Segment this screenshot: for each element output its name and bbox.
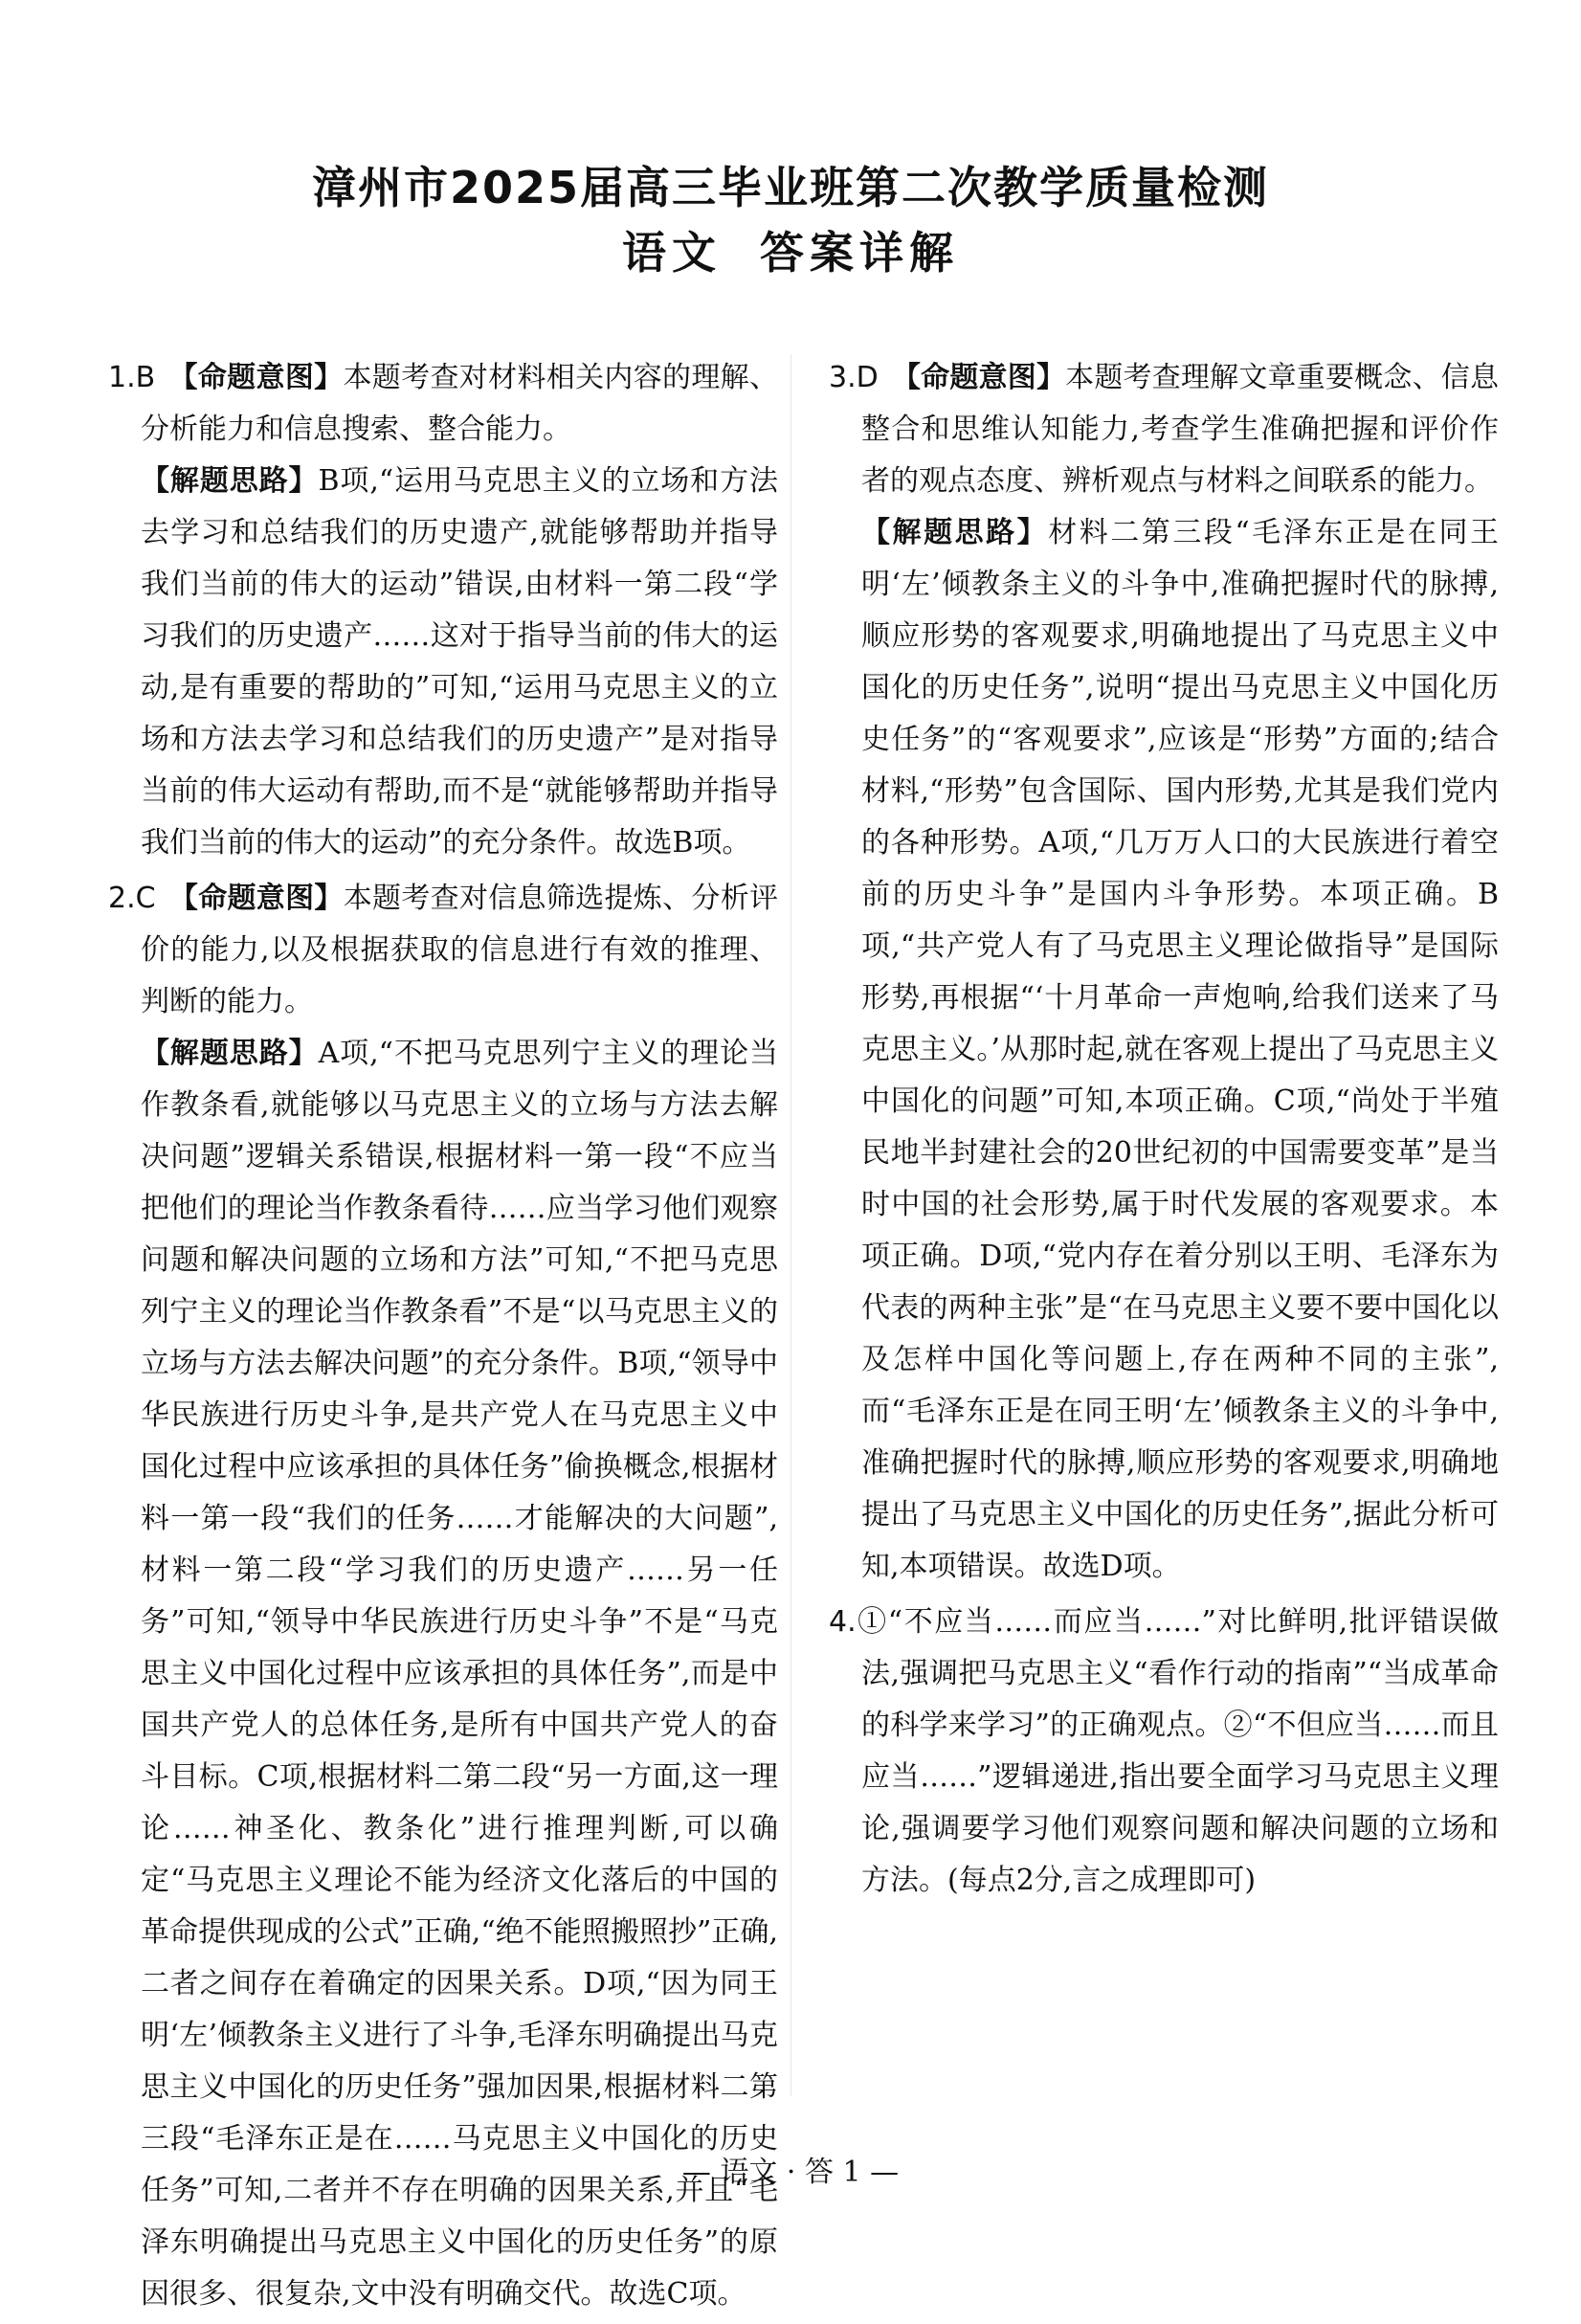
analysis-tag: 【解题思路】 [861, 516, 1049, 549]
question-number: 1. [108, 361, 136, 394]
question-4-head [829, 1605, 857, 1639]
question-2 [108, 873, 778, 2320]
analysis-tag: 【解题思路】 [141, 464, 319, 498]
intent-tag: 【命题意图】 [891, 361, 1066, 394]
right-column [829, 352, 1499, 1911]
analysis-text: A项,“不把马克思列宁主义的理论当作教条看,就能够以马克思主义的立场与方法去解决问题”逻辑关系错误,根据材料一第一段“不应当把他们的理论当作教条看待……应当学习他们观察问题和解决问题的立场和方法”可知,“不把马克思列宁主义的理论当作教条看”不是“以马克思主义的立场与方法去解决问题”的充分条件。B项,“领导中华民族进行历史斗争,是共产党人在马克思主义中国化过程中应该承担的具体任务”偷换概念,根据材料一第一段“我们的任务……才能解决的大问题”,材料一第二段“学习我们的历史遗产……另一任务”可知,“领导中华民族进行历史斗争”不是“马克思主义中国化过程中应该承担的具体任务”,而是中国共产党人的总体任务,是所有中国共产党人的奋斗目标。C项,根据材料二第二段“另一方面,这一理论……神圣化、教条化”进行推理判断,可以确定“马克思主义理论不能为经济文化落后的中国的革命提供现成的公式”正确,“绝不能照搬照抄”正确,二者之间存在着确定的因果关系。D项,“因为同王明‘左’倾教条主义进行了斗争,毛泽东明确提出马克思主义中国化的历史任务”强加因果,根据材料二第三段“毛泽东正是在……马克思主义中国化的历史任务”可知,二者并不存在明确的因果关系,并且“毛泽东明确提出马克思主义中国化的历史任务”的原因很多、很复杂,文中没有明确交代。故选C项。 [141, 1037, 778, 2311]
answer-letter: B [135, 361, 156, 394]
answer-letter: C [135, 882, 156, 915]
intent-tag: 【命题意图】 [168, 361, 344, 394]
intent-text: 本题考查对材料相关内容的理解、分析能力和信息搜索、整合能力。 [141, 361, 779, 446]
column-divider [790, 354, 791, 2096]
analysis-tag: 【解题思路】 [141, 1037, 319, 1070]
page-subtitle [0, 218, 1581, 281]
question-number: 3. [829, 361, 857, 394]
intent-text: 本题考查理解文章重要概念、信息整合和思维认知能力,考查学生准确把握和评价作者的观点态度、辨析观点与材料之间联系的能力。 [861, 361, 1499, 498]
intent-tag: 【命题意图】 [168, 882, 344, 915]
question-number: 4. [829, 1605, 857, 1639]
question-1 [108, 352, 778, 869]
question-3 [829, 352, 1499, 1593]
analysis-text: B项,“运用马克思主义的立场和方法去学习和总结我们的历史遗产,就能够帮助并指导我们当前的伟大的运动”错误,由材料一第二段“学习我们的历史遗产……这对于指导当前的伟大的运动,是有重要的帮助的”可知,“运用马克思主义的立场和方法去学习和总结我们的历史遗产”是对指导当前的伟大运动有帮助,而不是“就能够帮助并指导我们当前的伟大的运动”的充分条件。故选B项。 [141, 464, 778, 860]
page-footer: — 语文 · 答 1 — [681, 2156, 900, 2189]
question-1-head [108, 361, 168, 394]
subtitle-label: 答案详解 [760, 227, 959, 279]
answer-text: ①“不应当……而应当……”对比鲜明,批评错误做法,强调把马克思主义“看作行动的指南”“当成革命的科学来学习”的正确观点。②“不但应当……而且应当……”逻辑递进,指出要全面学习马克思主义理论,强调要学习他们观察问题和解决问题的立场和方法。(每点2分,言之成理即可) [856, 1605, 1499, 1897]
question-4 [829, 1597, 1499, 1907]
subject-label: 语文 [622, 227, 722, 279]
page-title: 漳州市2025届高三毕业班第二次教学质量检测 [311, 162, 1270, 213]
analysis-text: 材料二第三段“毛泽东正是在同王明‘左’倾教条主义的斗争中,准确把握时代的脉搏,顺应形势的客观要求,明确地提出了马克思主义中国化的历史任务”,说明“提出马克思主义中国化历史任务”的“客观要求”,应该是“形势”方面的;结合材料,“形势”包含国际、国内形势,尤其是我们党内的各种形势。A项,“几万万人口的大民族进行着空前的历史斗争”是国内斗争形势。本项正确。B项,“共产党人有了马克思主义理论做指导”是国际形势,再根据“‘十月革命一声炮响,给我们送来了马克思主义。’从那时起,就在客观上提出了马克思主义中国化的问题”可知,本项正确。C项,“尚处于半殖民地半封建社会的20世纪初的中国需要变革”是当时中国的社会形势,属于时代发展的客观要求。本项正确。D项,“党内存在着分别以王明、毛泽东为代表的两种主张”是“在马克思主义要不要中国化以及怎样中国化等问题上,存在两种不同的主张”,而“毛泽东正是在同王明‘左’倾教条主义的斗争中,准确把握时代的脉搏,顺应形势的客观要求,明确地提出了马克思主义中国化的历史任务”,据此分析可知,本项错误。故选D项。 [861, 516, 1499, 1583]
analysis-paragraph [141, 456, 778, 869]
analysis-paragraph [141, 1028, 778, 2320]
question-number: 2. [108, 882, 136, 915]
left-column [108, 352, 778, 2324]
question-3-head [829, 361, 892, 394]
intent-text: 本题考查对信息筛选提炼、分析评价的能力,以及根据获取的信息进行有效的推理、判断的能力。 [141, 882, 778, 1018]
answer-letter: D [856, 361, 879, 394]
question-2-head [108, 882, 169, 915]
analysis-paragraph [861, 507, 1499, 1593]
